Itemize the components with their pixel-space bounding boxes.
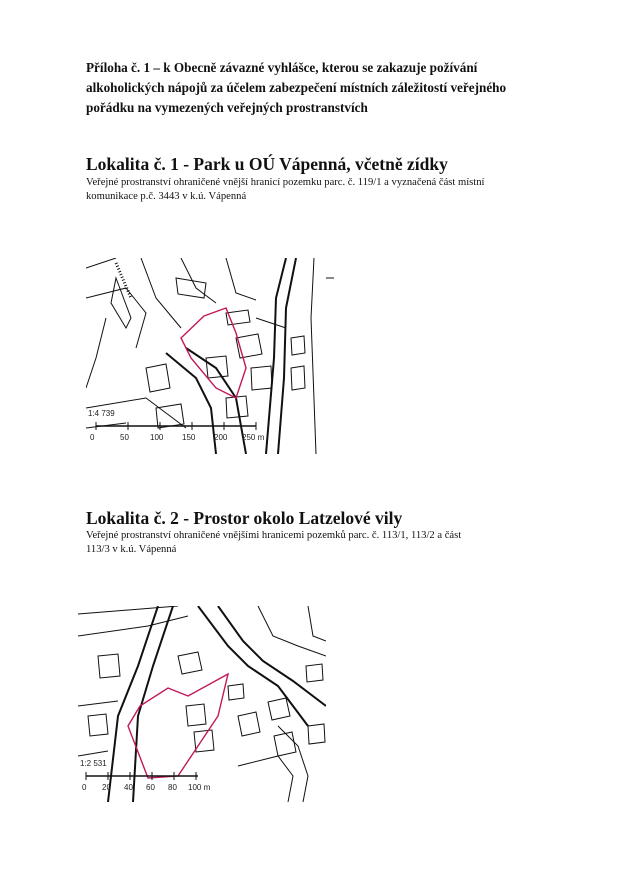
location-2-scale-tick: 80 bbox=[168, 783, 177, 792]
heading-line-3: pořádku na vymezených veřejných prostranstvích bbox=[86, 100, 368, 115]
location-2-description bbox=[86, 529, 566, 556]
location-1-boundary bbox=[181, 308, 246, 398]
location-1-title: Lokalita č. 1 - Park u OÚ Vápenná, včetně zídky bbox=[86, 154, 448, 174]
location-1-scale-tick: 200 bbox=[214, 433, 228, 442]
location-2-scale-tick: 60 bbox=[146, 783, 155, 792]
location-2-scale-ratio: 1:2 531 bbox=[80, 759, 107, 768]
location-1-scale-tick: 50 bbox=[120, 433, 129, 442]
location-1-map bbox=[86, 258, 334, 454]
location-2-title: Lokalita č. 2 - Prostor okolo Latzelové vily bbox=[86, 508, 403, 528]
location-1-scale-tick: 100 bbox=[150, 433, 164, 442]
location-1-desc-line-1: Veřejné prostranství ohraničené vnější hranicí pozemku parc. č. 119/1 a vyznačená část místní bbox=[86, 177, 485, 188]
location-1-scale-tick: 0 bbox=[90, 433, 95, 442]
location-1-scale-tick: 150 bbox=[182, 433, 196, 442]
location-2-desc-line-1: Veřejné prostranství ohraničené vnějšími hranicemi pozemků parc. č. 113/1, 113/2 a část bbox=[86, 530, 462, 541]
location-2-map bbox=[78, 606, 326, 802]
location-1-desc-line-2: komunikace p.č. 3443 v k.ú. Vápenná bbox=[86, 190, 247, 202]
location-2-scale-tick: 20 bbox=[102, 783, 111, 792]
location-2-scale-tick: 0 bbox=[82, 783, 87, 792]
location-2-scale-tick: 40 bbox=[124, 783, 133, 792]
location-2-boundary bbox=[128, 674, 228, 778]
location-1-scale-ratio: 1:4 739 bbox=[88, 409, 115, 418]
location-1-description bbox=[86, 176, 566, 203]
annex-heading bbox=[86, 58, 576, 118]
location-2-scale-tick: 100 m bbox=[188, 783, 211, 792]
heading-line-2: alkoholických nápojů za účelem zabezpečení místních záležitostí veřejného bbox=[86, 80, 507, 95]
location-1-scale-tick: 250 m bbox=[242, 433, 265, 442]
location-2-desc-line-2: 113/3 v k.ú. Vápenná bbox=[86, 543, 177, 555]
heading-line-1: Příloha č. 1 – k Obecně závazné vyhlášce, kterou se zakazuje požívání bbox=[86, 60, 478, 75]
